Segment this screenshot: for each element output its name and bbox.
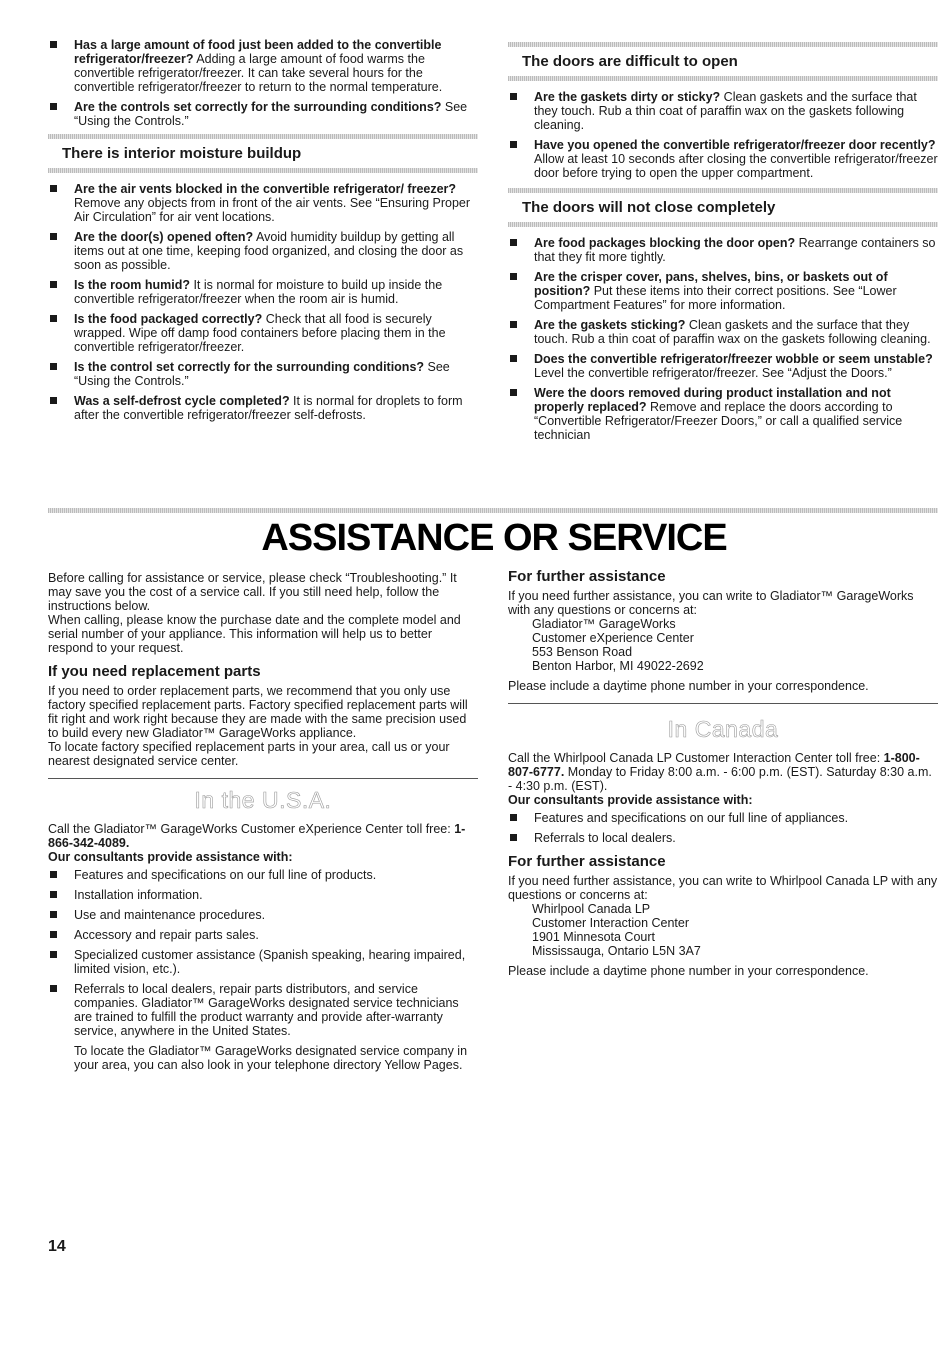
bottom-left-column xyxy=(48,571,478,1072)
item-text: Features and specifications on our full line of appliances. xyxy=(534,811,849,825)
bullet-square-icon xyxy=(50,911,57,918)
section-divider xyxy=(48,508,938,513)
bullet-square-icon xyxy=(510,814,517,821)
bullet-square-icon xyxy=(510,834,517,841)
list-item xyxy=(508,270,938,312)
question: Is the food packaged correctly? xyxy=(74,312,263,326)
list-item xyxy=(48,982,478,1038)
list-item xyxy=(48,312,478,354)
bullet-square-icon xyxy=(510,239,517,246)
gladiator-address xyxy=(508,617,938,673)
canada-call-text xyxy=(508,751,938,793)
bullet-square-icon xyxy=(50,41,57,48)
answer: Check that all food is securely wrapped. Wipe off damp food containers before placing them in the convertible refrigerator/freezer. xyxy=(74,312,446,354)
section-rule xyxy=(508,188,938,193)
replacement-heading: If you need replacement parts xyxy=(48,663,261,680)
bullet-square-icon xyxy=(50,103,57,110)
answer: See “Using the Controls.” xyxy=(74,100,468,128)
address-line: Whirlpool Canada LP xyxy=(532,902,651,916)
address-line: Customer eXperience Center xyxy=(532,631,694,645)
answer: Clean gaskets and the surface that they touch. Rub a thin coat of paraffin wax on the gaskets following cleaning. xyxy=(534,318,931,346)
answer: Clean gaskets and the surface that they touch. Rub a thin coat of paraffin wax on the gaskets following cleaning. xyxy=(534,90,917,132)
list-item xyxy=(48,100,478,128)
answer: Remove any objects from in front of the air vents. See “Ensuring Proper Air Circulation” for air vent locations. xyxy=(74,196,471,224)
replacement-paragraph: To locate factory specified replacement parts in your area, call us or your nearest designated service center. xyxy=(48,740,450,768)
list-item xyxy=(508,318,938,346)
page-title: ASSISTANCE OR SERVICE xyxy=(261,517,727,559)
bullet-square-icon xyxy=(510,389,517,396)
item-text: Specialized customer assistance (Spanish speaking, hearing impaired, limited vision, etc.). xyxy=(74,948,466,976)
list-item xyxy=(508,236,938,264)
question: Does the convertible refrigerator/freezer wobble or seem unstable? xyxy=(534,352,933,366)
list-item xyxy=(48,948,478,976)
usa-consultants-label: Our consultants provide assistance with: xyxy=(48,850,293,864)
intro-list xyxy=(48,38,478,128)
canada-heading: In Canada xyxy=(667,716,779,742)
bullet-square-icon xyxy=(50,185,57,192)
canada-phone-number: 1-800-807-6777. xyxy=(508,751,920,779)
list-item xyxy=(48,868,478,882)
address-line: Benton Harbor, MI 49022-2692 xyxy=(532,659,704,673)
bullet-square-icon xyxy=(50,951,57,958)
bullet-square-icon xyxy=(50,281,57,288)
list-item xyxy=(508,138,938,180)
usa-phone-number: 1-866-342-4089. xyxy=(48,822,466,850)
page-number: 14 xyxy=(48,1238,66,1255)
question: Are the crisper cover, pans, shelves, bins, or baskets out of position? xyxy=(534,270,888,298)
call-text: Call the Whirlpool Canada LP Customer Interaction Center toll free: xyxy=(508,751,884,765)
list-item xyxy=(508,386,938,442)
difficult-list xyxy=(508,90,938,180)
address-line: 1901 Minnesota Court xyxy=(532,930,655,944)
answer: Rearrange containers so that they fit more tightly. xyxy=(534,236,936,264)
intro-paragraph: Before calling for assistance or service, please check “Troubleshooting.” It may save you the cost of a service call. If you still need help, follow the instructions below. xyxy=(48,571,457,613)
item-text: Use and maintenance procedures. xyxy=(74,908,266,922)
intro-paragraph: When calling, please know the purchase date and the complete model and serial number of your appliance. This information will help us to better respond to your request. xyxy=(48,613,461,655)
question: Are food packages blocking the door open? xyxy=(534,236,796,250)
usa-locate-text: To locate the Gladiator™ GarageWorks designated service company in your area, you can also look in your telephone directory Yellow Pages. xyxy=(74,1044,468,1072)
replacement-paragraph: If you need to order replacement parts, we recommend that you only use factory specified replacement parts. Factory specified replacement parts will fit right and work right because they are made with the same precision used to build every new Gladiator™ GarageWorks appliance. xyxy=(48,684,468,740)
bullet-square-icon xyxy=(510,141,517,148)
question: Are the air vents blocked in the convertible refrigerator/ freezer? xyxy=(74,182,457,196)
question: Have you opened the convertible refrigerator/freezer door recently? xyxy=(534,138,936,152)
section-rule xyxy=(48,134,478,139)
bullet-square-icon xyxy=(510,355,517,362)
section-rule xyxy=(508,42,938,47)
canada-further-text: If you need further assistance, you can write to Whirlpool Canada LP with any questions or concerns at: xyxy=(508,874,938,902)
bullet-square-icon xyxy=(50,985,57,992)
canada-note: Please include a daytime phone number in your correspondence. xyxy=(508,964,869,978)
section-rule xyxy=(48,168,478,173)
list-item xyxy=(48,928,478,942)
question: Are the gaskets dirty or sticky? xyxy=(534,90,721,104)
bullet-square-icon xyxy=(510,273,517,280)
answer: Adding a large amount of food warms the convertible refrigerator/freezer. It can take several hours for the convertible refrigerator/freezer to return to the normal temperature. xyxy=(74,52,443,94)
question: Are the controls set correctly for the surrounding conditions? xyxy=(74,100,442,114)
address-line: Mississauga, Ontario L5N 3A7 xyxy=(532,944,701,958)
answer: It is normal for moisture to build up inside the convertible refrigerator/freezer when the room air is humid. xyxy=(74,278,443,306)
top-left-column xyxy=(48,38,478,428)
canada-list xyxy=(508,811,938,845)
whirlpool-address xyxy=(508,902,938,958)
answer: Avoid humidity buildup by getting all items out at one time, keeping food organized, and closing the door as soon as possible. xyxy=(74,230,464,272)
section-heading-moisture: There is interior moisture buildup xyxy=(62,145,302,162)
question: Were the doors removed during product installation and not properly replaced? xyxy=(534,386,891,414)
answer: Remove and replace the doors according to “Convertible Refrigerator/Freezer Doors,” or call a qualified service technician xyxy=(534,400,903,442)
divider-line xyxy=(508,703,938,704)
address-line: Customer Interaction Center xyxy=(532,916,690,930)
list-item xyxy=(48,182,478,224)
list-item xyxy=(508,352,938,380)
bullet-square-icon xyxy=(510,321,517,328)
canada-consultants-label: Our consultants provide assistance with: xyxy=(508,793,753,807)
question: Is the room humid? xyxy=(74,278,190,292)
item-text: Referrals to local dealers. xyxy=(534,831,676,845)
usa-heading: In the U.S.A. xyxy=(194,787,332,813)
answer: Level the convertible refrigerator/freezer. See “Adjust the Doors.” xyxy=(534,366,892,380)
list-item xyxy=(48,230,478,272)
section-heading-difficult: The doors are difficult to open xyxy=(522,53,738,70)
canada-further-heading: For further assistance xyxy=(508,853,666,870)
further-heading: For further assistance xyxy=(508,568,666,585)
list-item xyxy=(508,831,938,845)
answer: Allow at least 10 seconds after closing the convertible refrigerator/freezer door before trying to open the upper compartment. xyxy=(534,152,938,180)
not-close-list xyxy=(508,236,938,442)
list-item xyxy=(48,908,478,922)
top-right-column xyxy=(508,42,938,448)
question: Is the control set correctly for the surrounding conditions? xyxy=(74,360,425,374)
answer: See “Using the Controls.” xyxy=(74,360,450,388)
bullet-square-icon xyxy=(50,931,57,938)
bullet-square-icon xyxy=(50,233,57,240)
answer: Put these items into their correct positions. See “Lower Compartment Features” for more information. xyxy=(534,284,897,312)
bullet-square-icon xyxy=(510,93,517,100)
answer: It is normal for droplets to form after the convertible refrigerator/freezer self-defrosts. xyxy=(74,394,463,422)
list-item xyxy=(48,360,478,388)
bullet-square-icon xyxy=(50,397,57,404)
further-note: Please include a daytime phone number in your correspondence. xyxy=(508,679,869,693)
bullet-square-icon xyxy=(50,871,57,878)
list-item xyxy=(48,38,478,94)
divider-line xyxy=(48,778,478,779)
usa-list xyxy=(48,868,478,1038)
list-item xyxy=(508,811,938,825)
question: Are the gaskets sticking? xyxy=(534,318,686,332)
section-heading-not-close: The doors will not close completely xyxy=(522,199,776,216)
usa-call-text xyxy=(48,822,478,850)
address-line: Gladiator™ GarageWorks xyxy=(532,617,676,631)
item-text: Features and specifications on our full line of products. xyxy=(74,868,377,882)
call-text: Call the Gladiator™ GarageWorks Customer eXperience Center toll free: xyxy=(48,822,455,836)
bullet-square-icon xyxy=(50,891,57,898)
bullet-square-icon xyxy=(50,363,57,370)
moisture-list xyxy=(48,182,478,422)
address-line: 553 Benson Road xyxy=(532,645,633,659)
item-text: Installation information. xyxy=(74,888,203,902)
list-item xyxy=(48,278,478,306)
item-text: Accessory and repair parts sales. xyxy=(74,928,259,942)
question: Was a self-defrost cycle completed? xyxy=(74,394,290,408)
question: Has a large amount of food just been added to the convertible refrigerator/freezer? xyxy=(74,38,442,66)
further-text: If you need further assistance, you can write to Gladiator™ GarageWorks with any questions or concerns at: xyxy=(508,589,914,617)
canada-hours: Monday to Friday 8:00 a.m. - 6:00 p.m. (EST). Saturday 8:30 a.m. - 4:30 p.m. (EST). xyxy=(508,765,932,793)
question: Are the door(s) opened often? xyxy=(74,230,254,244)
list-item xyxy=(48,888,478,902)
bullet-square-icon xyxy=(50,315,57,322)
list-item xyxy=(508,90,938,132)
section-rule xyxy=(508,76,938,81)
section-rule xyxy=(508,222,938,227)
list-item xyxy=(48,394,478,422)
bottom-right-column xyxy=(508,568,938,978)
item-text: Referrals to local dealers, repair parts distributors, and service companies. Gladiator™ GarageWorks designated service technicians are trained to fulfill the product warranty and provide after-warranty service, anywhere in the United States. xyxy=(74,982,459,1038)
